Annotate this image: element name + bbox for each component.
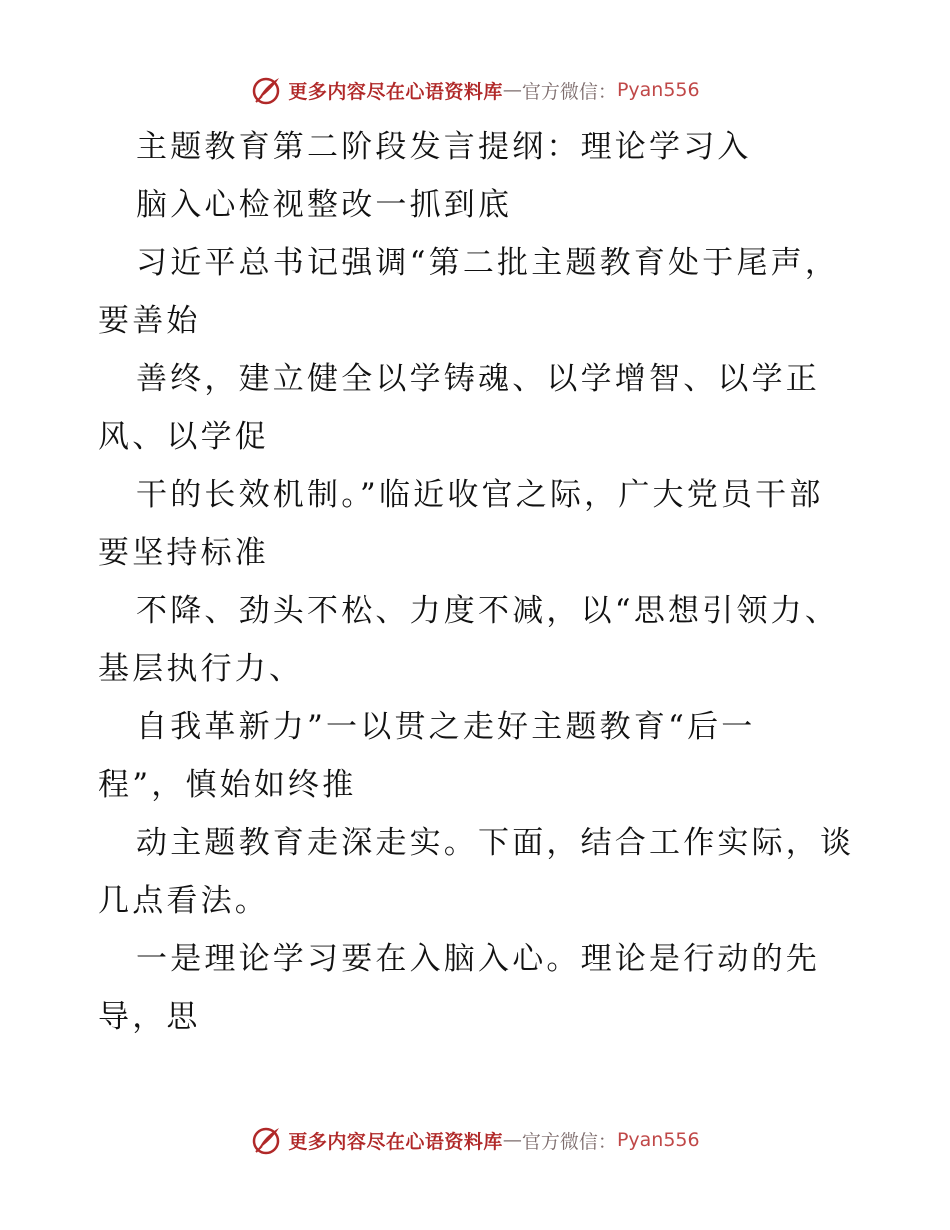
feather-pen-logo-icon bbox=[250, 1124, 282, 1156]
watermark-wechat-id: Pyan556 bbox=[616, 79, 700, 101]
doc-line-4: 要善始 bbox=[98, 303, 201, 339]
doc-line-8: 要坚持标准 bbox=[98, 535, 269, 571]
watermark-brand: 更多内容尽在心语资料库 bbox=[288, 80, 503, 103]
header-watermark bbox=[0, 72, 950, 108]
watermark-contact: 官方微信： bbox=[521, 1130, 617, 1153]
doc-line-6: 风、以学促 bbox=[98, 419, 269, 455]
doc-line-10: 基层执行力、 bbox=[98, 651, 304, 687]
watermark-dash: — bbox=[502, 79, 522, 101]
doc-line-7: 干的长效机制。”临近收官之际，广大党员干部 bbox=[136, 477, 824, 513]
doc-line-13: 动主题教育走深走实。下面，结合工作实际，谈 bbox=[136, 825, 855, 861]
doc-line-15: 一是理论学习要在入脑入心。理论是行动的先 bbox=[136, 941, 820, 977]
feather-pen-logo-icon bbox=[250, 74, 282, 106]
doc-line-1: 主题教育第二阶段发言提纲：理论学习入 bbox=[136, 129, 752, 165]
doc-line-3: 习近平总书记强调“第二批主题教育处于尾声， bbox=[136, 245, 840, 281]
watermark-brand: 更多内容尽在心语资料库 bbox=[288, 1130, 503, 1153]
watermark-contact: 官方微信： bbox=[521, 80, 617, 103]
doc-line-9: 不降、劲头不松、力度不减，以“思想引领力、 bbox=[136, 593, 840, 629]
doc-line-16: 导，思 bbox=[98, 999, 201, 1035]
watermark-dash: — bbox=[502, 1129, 522, 1151]
doc-line-2: 脑入心检视整改一抓到底 bbox=[136, 187, 513, 223]
watermark-wechat-id: Pyan556 bbox=[616, 1129, 700, 1151]
doc-line-12: 程”，慎始如终推 bbox=[98, 767, 357, 803]
doc-line-11: 自我革新力”一以贯之走好主题教育“后一 bbox=[136, 709, 756, 745]
doc-line-14: 几点看法。 bbox=[98, 883, 269, 919]
footer-watermark bbox=[0, 1122, 950, 1158]
doc-line-5: 善终，建立健全以学铸魂、以学增智、以学正 bbox=[136, 361, 820, 397]
